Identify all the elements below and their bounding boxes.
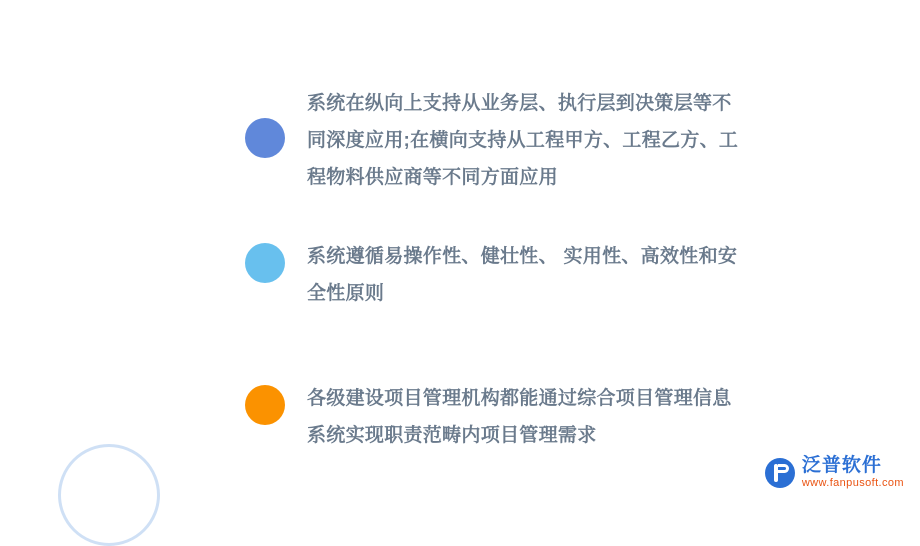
brand-logo — [765, 456, 904, 490]
bullet-dot-icon — [245, 118, 285, 158]
list-item — [245, 380, 745, 454]
logo-name: 泛普软件 — [801, 455, 882, 476]
bullet-dot-icon — [245, 385, 285, 425]
bullet-text: 各级建设项目管理机构都能通过综合项目管理信息系统实现职责范畴内项目管理需求 — [307, 388, 732, 446]
bullet-dot-icon — [245, 243, 285, 283]
logo-text-group — [802, 456, 904, 490]
decorative-circle — [58, 444, 160, 546]
bullet-list — [245, 85, 745, 454]
list-item — [245, 238, 745, 312]
bullet-text: 系统遵循易操作性、健壮性、 实用性、高效性和安全性原则 — [307, 246, 738, 304]
list-item — [245, 85, 745, 196]
bullet-text: 系统在纵向上支持从业务层、执行层到决策层等不同深度应用;在横向支持从工程甲方、工程乙方、工程物料供应商等不同方面应用 — [307, 93, 739, 188]
logo-url: www.fanpusoft.com — [801, 477, 904, 489]
logo-mark-icon — [765, 458, 795, 488]
